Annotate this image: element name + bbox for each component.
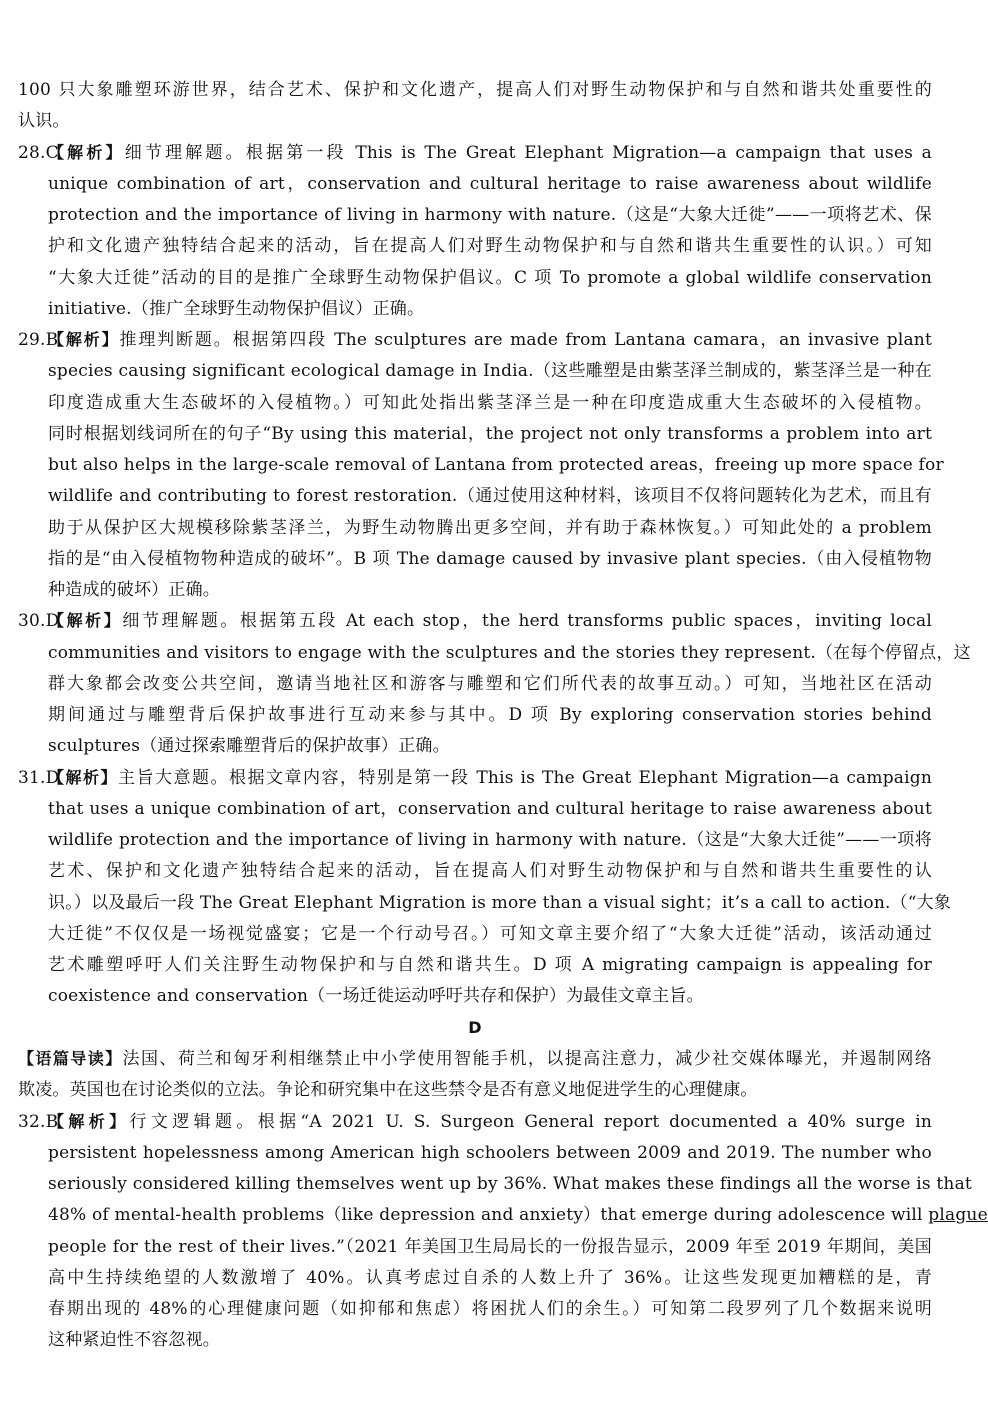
guide-line — [18, 1047, 932, 1071]
answer-line: wildlife protection and the importance of living in harmony with nature.（这是“大象大迁徙”——一项将 — [48, 830, 932, 850]
analysis-tag: 【解析】 — [48, 330, 120, 349]
answer-text: 细节理解题。根据第五段 At each stop，the herd transforms public spaces，inviting local — [122, 611, 932, 631]
answer-line: 护和文化遗产独特结合起来的活动，旨在提高人们对野生动物保护和与自然和谐共生重要性的认识。）可知 — [48, 236, 932, 256]
answer-line: but also helps in the large-scale removal of Lantana from protected areas，freeing up more space for — [48, 455, 944, 475]
answer-line: people for the rest of their lives.”（2021 年美国卫生局局长的一份报告显示，2009 年至 2019 年期间，美国 — [48, 1237, 932, 1257]
section-heading: D — [468, 1018, 482, 1037]
answer-line: species causing significant ecological damage in India.（这些雕塑是由紫茎泽兰制成的，紫茎泽兰是一种在 — [48, 361, 932, 381]
answer-line: 指的是“由入侵植物物种造成的破坏”。B 项 The damage caused by invasive plant species.（由入侵植物物 — [48, 549, 932, 569]
answer-line: 艺术、保护和文化遗产独特结合起来的活动，旨在提高人们对野生动物保护和与自然和谐共生重要性的认 — [48, 861, 932, 881]
answer-line: sculptures（通过探索雕塑背后的保护故事）正确。 — [48, 736, 450, 756]
answer-line: 助于从保护区大规模移除紫茎泽兰，为野生动物腾出更多空间，并有助于森林恢复。）可知此处的 a problem — [48, 518, 932, 538]
answer-line: seriously considered killing themselves went up by 36%. What makes these findings all the worse is that — [48, 1174, 972, 1194]
analysis-tag: 【解析】 — [48, 768, 118, 787]
answer-text: 主旨大意题。根据文章内容，特别是第一段 This is The Great Elephant Migration—a campaign — [118, 768, 932, 788]
question-number: 28.C — [18, 143, 59, 163]
answer-line: 大迁徙”不仅仅是一场视觉盛宴；它是一个行动号召。）可知文章主要介绍了“大象大迁徙”活动，该活动通过 — [48, 924, 932, 944]
answer-line: persistent hopelessness among American high schoolers between 2009 and 2019. The number who — [48, 1143, 932, 1163]
underlined-word: plague — [928, 1205, 988, 1225]
answer-line: 艺术雕塑呼吁人们关注野生动物保护和与自然和谐共生。D 项 A migrating campaign is appealing for — [48, 955, 932, 975]
answer-line: 期间通过与雕塑背后保护故事进行互动来参与其中。D 项 By exploring conservation stories behind — [48, 705, 932, 725]
answer-text: 细节理解题。根据第一段 This is The Great Elephant Migration—a campaign that uses a — [124, 143, 932, 163]
answer-line: that uses a unique combination of art，conservation and cultural heritage to raise awareness about — [48, 799, 932, 819]
guide-tag: 【语篇导读】 — [18, 1049, 123, 1068]
answer-line: unique combination of art，conservation and cultural heritage to raise awareness about wildlife — [48, 174, 932, 194]
answer-line: 高中生持续绝望的人数激增了 40%。认真考虑过自杀的人数上升了 36%。让这些发现更加糟糕的是，青 — [48, 1268, 932, 1288]
answer-text: 行文逻辑题。根据“A 2021 U. S. Surgeon General report documented a 40% surge in — [129, 1112, 932, 1132]
answer-line: wildlife and contributing to forest restoration.（通过使用这种材料，该项目不仅将问题转化为艺术，而且有 — [48, 486, 932, 506]
answer-line: 印度造成重大生态破坏的入侵植物。）可知此处指出紫茎泽兰是一种在印度造成重大生态破坏的入侵植物。 — [48, 393, 932, 413]
answer-line — [48, 1203, 988, 1227]
answer-line: initiative.（推广全球野生动物保护倡议）正确。 — [48, 299, 425, 319]
guide-text: 法国、荷兰和匈牙利相继禁止中小学使用智能手机，以提高注意力，减少社交媒体曝光，并遏制网络 — [122, 1049, 932, 1069]
answer-line — [48, 1110, 932, 1134]
intro-line: 认识。 — [18, 111, 70, 131]
answer-line: 同时根据划线词所在的句子“By using this material，the project not only transforms a problem into art — [48, 424, 932, 444]
question-number: 31.D — [18, 768, 60, 788]
answer-line: communities and visitors to engage with the sculptures and the stories they represent.（在每个停留点，这 — [48, 643, 971, 663]
answer-line — [48, 328, 932, 352]
answer-line — [48, 766, 932, 790]
answer-line: 群大象都会改变公共空间，邀请当地社区和游客与雕塑和它们所代表的故事互动。）可知，当地社区在活动 — [48, 674, 932, 694]
answer-line — [48, 141, 932, 165]
answer-line: “大象大迁徙”活动的目的是推广全球野生动物保护倡议。C 项 To promote a global wildlife conservation — [48, 268, 932, 288]
answer-text: 推理判断题。根据第四段 The sculptures are made from Lantana camara，an invasive plant — [119, 330, 932, 350]
answer-line: 种造成的破坏）正确。 — [48, 580, 220, 600]
answer-line: 识。）以及最后一段 The Great Elephant Migration is more than a visual sight；it’s a call to action.（“大象 — [48, 893, 952, 913]
answer-text: 48% of mental-health problems（like depression and anxiety）that emerge during adolescence will — [48, 1205, 923, 1225]
answer-line — [48, 609, 932, 633]
question-number: 32.B — [18, 1112, 59, 1132]
analysis-tag: 【解析】 — [48, 1112, 130, 1131]
answer-line: coexistence and conservation（一场迁徙运动呼吁共存和保护）为最佳文章主旨。 — [48, 986, 704, 1006]
guide-line: 欺凌。英国也在讨论类似的立法。争论和研究集中在这些禁令是否有意义地促进学生的心理健康。 — [18, 1080, 758, 1100]
answer-line: protection and the importance of living in harmony with nature.（这是“大象大迁徙”——一项将艺术、保 — [48, 205, 932, 225]
intro-line: 100 只大象雕塑环游世界，结合艺术、保护和文化遗产，提高人们对野生动物保护和与自然和谐共处重要性的 — [18, 80, 932, 100]
question-number: 30.D — [18, 611, 60, 631]
analysis-tag: 【解析】 — [48, 611, 123, 630]
analysis-tag: 【解析】 — [48, 143, 125, 162]
question-number: 29.B — [18, 330, 59, 350]
answer-line: 春期出现的 48%的心理健康问题（如抑郁和焦虑）将困扰人们的余生。）可知第二段罗列了几个数据来说明 — [48, 1299, 932, 1319]
answer-line: 这种紧迫性不容忽视。 — [48, 1330, 220, 1350]
